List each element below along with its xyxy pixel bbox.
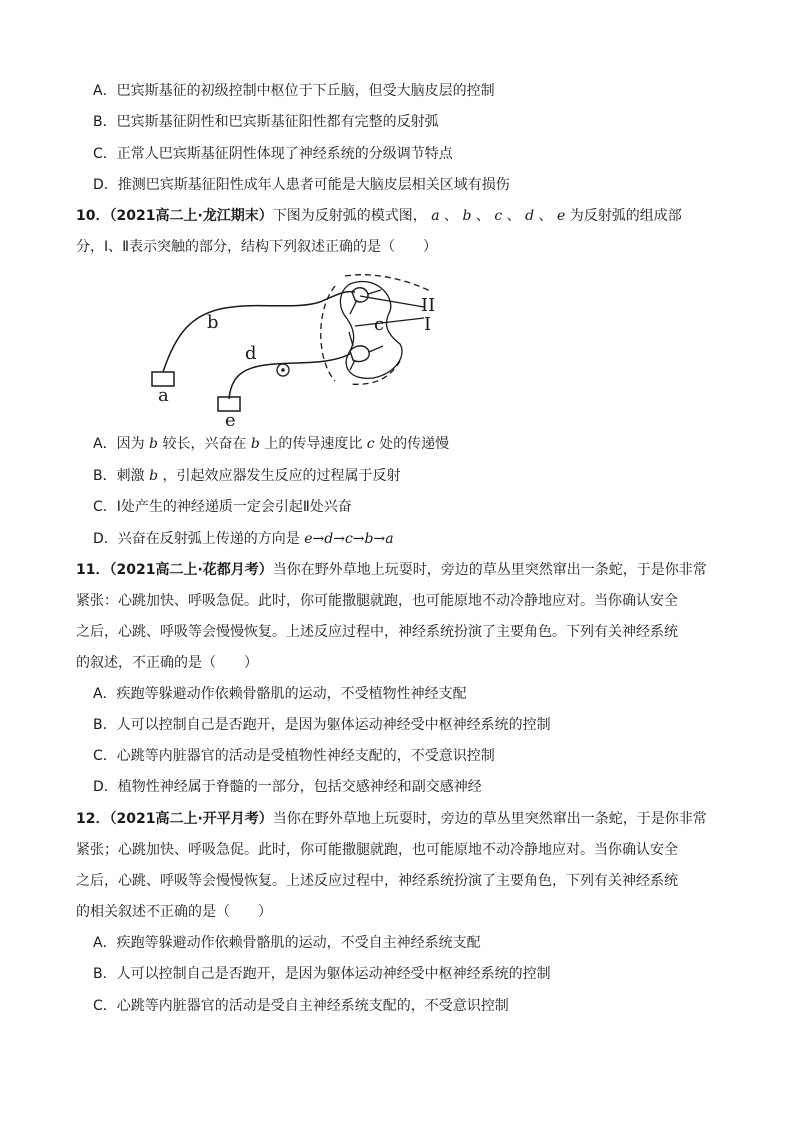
q9-option-c: C．正常人巴宾斯基征阴性体现了神经系统的分级调节特点	[93, 146, 453, 162]
q11-source: （2021高二上·花都月考）	[109, 562, 273, 578]
reflex-arc-diagram	[145, 266, 445, 426]
q12-stem-line4: 的相关叙述不正确的是（ ）	[76, 904, 272, 920]
q10-option-b: B．刺激 b ，引起效应器发生反应的过程属于反射	[93, 468, 401, 484]
q12-stem-line2: 紧张；心跳加快、呼吸急促。此时，你可能撒腿就跑，也可能原地不动冷静地应对。当你确认安全	[76, 842, 678, 858]
receptor-a-box	[152, 372, 174, 386]
q12-option-c: C．心跳等内脏器官的活动是受自主神经系统支配的，不受意识控制	[93, 998, 509, 1014]
q10-letter-d: d	[525, 208, 535, 224]
label-b: b	[207, 312, 219, 333]
grey-matter	[340, 281, 402, 378]
q11-option-b: B．人可以控制自己是否跑开，是因为躯体运动神经受中枢神经系统的控制	[93, 717, 551, 733]
q10-option-c: C．Ⅰ处产生的神经递质一定会引起Ⅱ处兴奋	[93, 499, 352, 515]
afferent-nerve-b	[163, 292, 355, 372]
q11-stem-line3: 之后，心跳、呼吸等会慢慢恢复。上述反应过程中，神经系统扮演了主要角色。下列有关神经系统	[76, 624, 678, 640]
q12-stem-line3: 之后，心跳、呼吸等会慢慢恢复。上述反应过程中，神经系统扮演了主要角色，下列有关神经系统	[76, 873, 678, 889]
label-ii: II	[421, 295, 436, 316]
label-d: d	[245, 343, 257, 364]
q11-option-d: D．植物性神经属于脊髓的一部分，包括交感神经和副交感神经	[93, 779, 482, 795]
sensory-neuron-body	[352, 288, 368, 302]
q11-stem-line4: 的叙述，不正确的是（ ）	[76, 655, 258, 671]
synapse-ii-pointer	[360, 296, 424, 307]
q12-source: （2021高二上·开平月考）	[109, 811, 273, 827]
q10-letter-e: e	[557, 208, 566, 224]
q10-option-d: D．兴奋在反射弧上传递的方向是 e→d→c→b→a	[93, 531, 394, 547]
q10-source: （2021高二上·龙江期末）	[109, 208, 273, 224]
label-e: e	[225, 410, 236, 426]
q9-option-a: A．巴宾斯基征的初级控制中枢位于下丘脑，但受大脑皮层的控制	[93, 83, 495, 99]
q9-option-d: D．推测巴宾斯基征阳性成年人患者可能是大脑皮层相关区域有损伤	[93, 177, 510, 193]
q10-number: 10．	[76, 208, 110, 224]
q10-letter-c: c	[494, 208, 503, 224]
label-a: a	[158, 385, 169, 406]
synapse-i-pointer	[355, 318, 424, 326]
motor-neuron-body	[350, 346, 369, 362]
q11-number: 11．	[76, 562, 110, 578]
q12-option-b: B．人可以控制自己是否跑开，是因为躯体运动神经受中枢神经系统的控制	[93, 966, 551, 982]
label-c: c	[374, 314, 385, 335]
q10-letter-b: b	[462, 208, 472, 224]
q11-option-a: A．疾跑等躲避动作依赖骨骼肌的运动，不受植物性神经支配	[93, 686, 467, 702]
q11-stem-line2: 紧张：心跳加快、呼吸急促。此时，你可能撒腿就跑，也可能原地不动冷静地应对。当你确认安全	[76, 593, 678, 609]
q12-option-a: A．疾跑等躲避动作依赖骨骼肌的运动，不受自主神经系统支配	[93, 935, 481, 951]
q10-stem-line2: 分，Ⅰ、Ⅱ表示突触的部分，结构下列叙述正确的是（ ）	[76, 239, 438, 255]
q9-option-b: B．巴宾斯基征阴性和巴宾斯基征阳性都有完整的反射弧	[93, 114, 439, 130]
q11-option-c: C．心跳等内脏器官的活动是受植物性神经支配的，不受意识控制	[93, 748, 495, 764]
q12-number: 12．	[76, 811, 110, 827]
label-i: I	[424, 314, 432, 335]
q10-letter-a: a	[431, 208, 440, 224]
q10-option-a: A．因为 b 较长，兴奋在 b 上的传导速度比 c 处的传递慢	[93, 436, 450, 452]
q12-stem-line1: 12．（2021高二上·开平月考）当你在野外草地上玩耍时，旁边的草丛里突然窜出一条蛇，于是你非常	[76, 811, 707, 827]
q10-stem-line1: 10．（2021高二上·龙江期末）下图为反射弧的模式图， a 、 b 、 c 、 d 、 e 为反射弧的组成部	[76, 208, 682, 224]
effector-e-box	[218, 397, 240, 411]
q11-stem-line1: 11．（2021高二上·花都月考）当你在野外草地上玩耍时，旁边的草丛里突然窜出一条蛇，于是你非常	[76, 562, 707, 578]
